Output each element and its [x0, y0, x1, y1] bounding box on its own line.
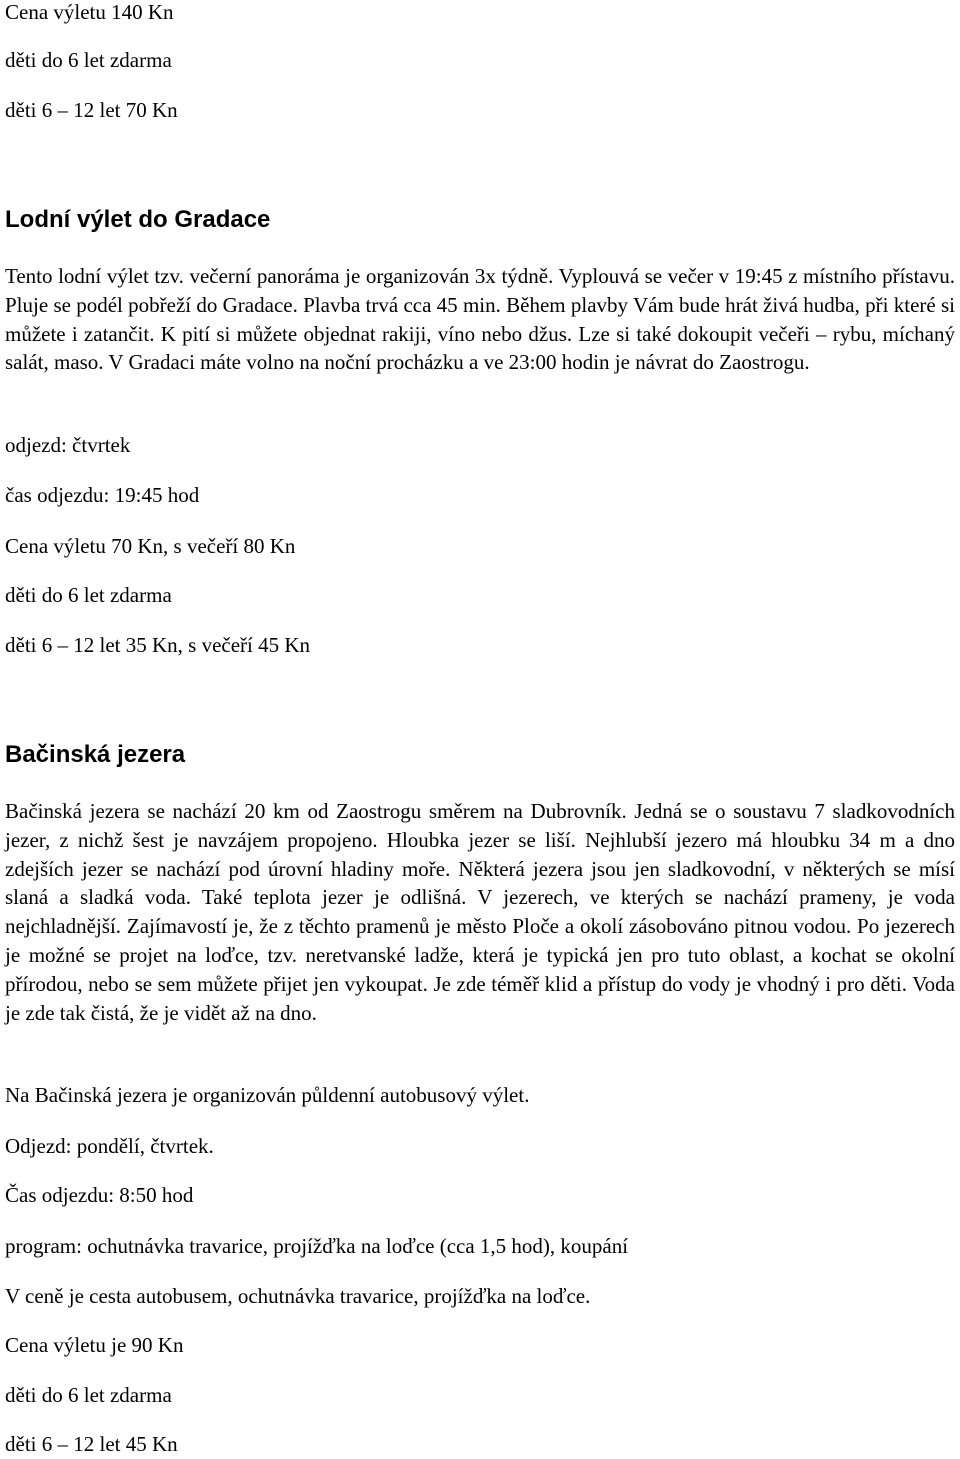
bacina-kids-6-12: děti 6 – 12 let 45 Kn	[5, 1432, 178, 1456]
section-title-bacina: Bačinská jezera	[5, 741, 186, 768]
bacina-departure-days: Odjezd: pondělí, čtvrtek.	[5, 1134, 214, 1158]
top-kids-under-6-line: děti do 6 let zdarma	[5, 48, 172, 72]
bacina-program: program: ochutnávka travarice, projížďka na loďce (cca 1,5 hod), koupání	[5, 1234, 629, 1258]
gradac-departure-time: čas odjezdu: 19:45 hod	[5, 483, 200, 507]
bacina-organized: Na Bačinská jezera je organizován půldenní autobusový výlet.	[5, 1083, 530, 1107]
top-kids-6-12-line: děti 6 – 12 let 70 Kn	[5, 98, 178, 122]
gradac-price: Cena výletu 70 Kn, s večeří 80 Kn	[5, 534, 296, 558]
bacina-departure-time: Čas odjezdu: 8:50 hod	[5, 1183, 194, 1207]
bacina-price: Cena výletu je 90 Kn	[5, 1333, 184, 1357]
section-title-gradac: Lodní výlet do Gradace	[5, 206, 271, 233]
gradac-kids-under-6: děti do 6 let zdarma	[5, 583, 172, 607]
gradac-kids-6-12: děti 6 – 12 let 35 Kn, s večeří 45 Kn	[5, 633, 311, 657]
bacina-description: Bačinská jezera se nachází 20 km od Zaostrogu směrem na Dubrovník. Jedná se o soustavu 7 sladkovodních jezer, z nichž šest je navzájem propojeno. Hloubka jezer se liší. Nejhlubší jezero má hloubku 34 m a dno zdejších jezer se nachází pod úrovní hladiny moře. Některá jezera jsou jen sladkovodní, v některých se mísí slaná a sladká voda. Také teplota jezer je odlišná. V jezerech, ve kterých se nachází prameny, je voda nejchladnější. Zajímavostí je, že z těchto pramenů je město Ploče a okolí zásobováno pitnou vodou. Po jezerech je možné se projet na loďce, tzv. neretvanské ladže, která je typická jen pro tuto oblast, a kochat se okolní přírodou, nebo se sem můžete přijet jen vykoupat. Je zde téměř klid a přístup do vody je vhodný i pro děti. Voda je zde tak čistá, že je vidět až na dno.	[5, 799, 955, 1025]
gradac-description: Tento lodní výlet tzv. večerní panoráma je organizován 3x týdně. Vyplouvá se večer v 19:45 z místního přístavu. Pluje se podél pobřeží do Gradace. Plavba trvá cca 45 min. Během plavby Vám bude hrát živá hudba, při které si můžete i zatančit. K pití si můžete objednat rakiji, víno nebo džus. Lze si také dokoupit večeři – rybu, míchaný salát, maso. V Gradaci máte volno na noční procházku a ve 23:00 hodin je návrat do Zaostrogu.	[5, 264, 955, 375]
gradac-departure-day: odjezd: čtvrtek	[5, 433, 131, 457]
bacina-kids-under-6: děti do 6 let zdarma	[5, 1383, 172, 1407]
bacina-included: V ceně je cesta autobusem, ochutnávka travarice, projížďka na loďce.	[5, 1284, 591, 1308]
top-price-line: Cena výletu 140 Kn	[5, 0, 174, 24]
